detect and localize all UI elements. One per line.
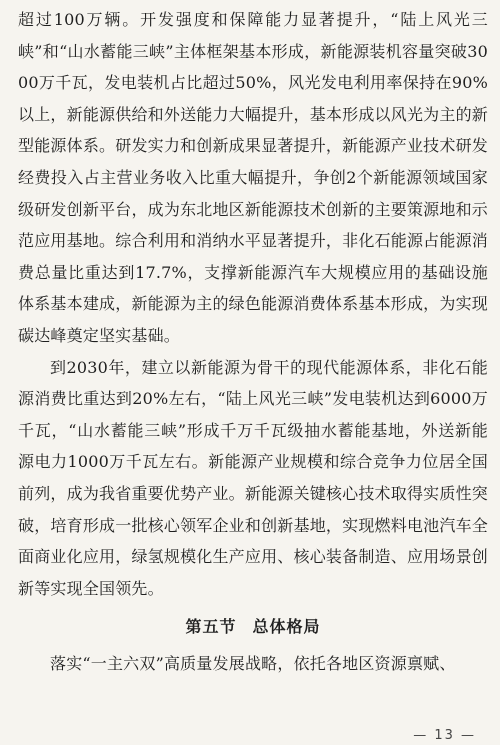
section-number: 第五节 <box>185 617 237 637</box>
page-number: — 13 — <box>413 728 476 743</box>
document-page <box>18 4 488 745</box>
section-heading <box>18 616 488 638</box>
section-title: 总体格局 <box>252 617 321 637</box>
body-paragraph-3: 落实“一主六双”高质量发展战略，依托各地区资源禀赋、 <box>50 654 456 674</box>
body-paragraph-1: 超过100万辆。开发强度和保障能力显著提升，“陆上风光三峡”和“山水蓄能三峡”主体框架基本形成，新能源装机容量突破3000万千瓦，发电装机占比超过50%，风光发电利用率保持在90%以上，新能源供给和外送能力大幅提升，基本形成以风光为主的新型能源体系。研发实力和创新成果显著提升，新能源产业技术研发经费投入占主营业务收入比重大幅提升，争创2个新能源领域国家级研发创新平台，成为东北地区新能源技术创新的主要策源地和示范应用基地。综合利用和消纳水平显著提升，非化石能源占能源消费总量比重达到17.7%，支撑新能源汽车大规模应用的基础设施体系基本建成，新能源为主的绿色能源消费体系基本形成，为实现碳达峰奠定坚实基础。 <box>18 10 488 345</box>
body-paragraph-2: 到2030年，建立以新能源为骨干的现代能源体系，非化石能源消费比重达到20%左右，“陆上风光三峡”发电装机达到6000万千瓦，“山水蓄能三峡”形成千万千瓦级抽水蓄能基地，外送新能源电力1000万千瓦左右。新能源产业规模和综合竞争力位居全国前列，成为我省重要优势产业。新能源关键核心技术取得实质性突破，培育形成一批核心领军企业和创新基地，实现燃料电池汽车全面商业化应用，绿氢规模化生产应用、核心装备制造、应用场景创新等实现全国领先。 <box>18 357 488 598</box>
